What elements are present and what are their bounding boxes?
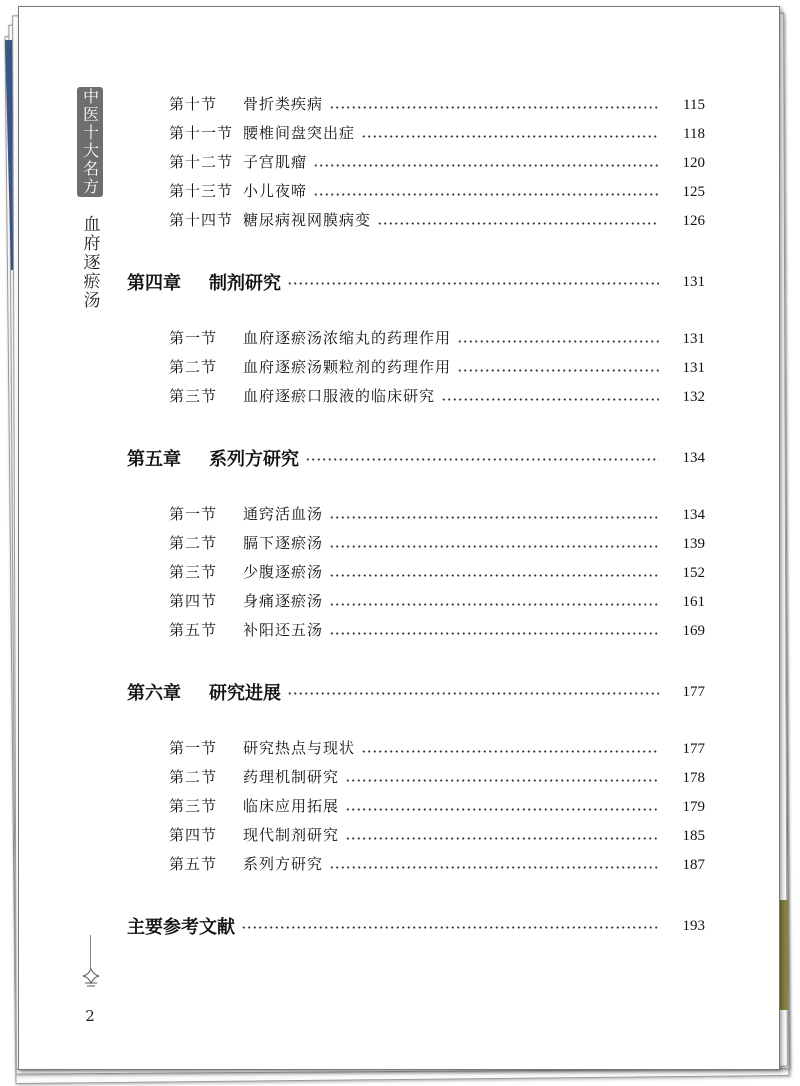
toc-entry-label	[169, 590, 323, 611]
toc-entry-number: 第四章	[127, 273, 181, 294]
toc-entry-title: 药理机制研究	[243, 768, 340, 786]
toc-page-number: 132	[682, 389, 705, 405]
toc-entry-title: 制剂研究	[209, 273, 281, 294]
toc-section-row[interactable]	[19, 209, 779, 235]
toc-page-number: 139	[682, 536, 705, 552]
toc-entry-label	[169, 532, 323, 553]
toc-entry-label	[169, 795, 339, 816]
toc-entry-label	[127, 679, 281, 705]
toc-page-number: 126	[682, 213, 705, 229]
toc-leader-dots	[329, 503, 659, 529]
ornament-line	[90, 935, 91, 969]
toc-entry-number: 第五节	[169, 621, 218, 639]
toc-section-row[interactable]	[19, 619, 779, 645]
toc-leader-dots	[287, 679, 659, 705]
toc-section-row[interactable]	[19, 151, 779, 177]
toc-entry-label	[169, 122, 355, 143]
toc-page-number: 187	[682, 857, 705, 873]
toc-leader-dots	[457, 327, 659, 353]
toc-entry-number: 第十二节	[169, 153, 234, 171]
toc-page-number: 193	[682, 918, 705, 934]
toc-entry-label	[169, 619, 323, 640]
toc-entry-label	[169, 853, 323, 874]
toc-leader-dots	[345, 795, 659, 821]
toc-entry-title: 糖尿病视网膜病变	[243, 211, 372, 229]
toc-entry-title: 小儿夜啼	[243, 182, 308, 200]
toc-leader-dots	[361, 122, 659, 148]
toc-leader-dots	[287, 269, 659, 295]
toc-entry-title: 少腹逐瘀汤	[243, 563, 324, 581]
toc-entry-title: 主要参考文献	[127, 917, 235, 938]
toc-section-row[interactable]	[19, 356, 779, 382]
toc-entry-number: 第一节	[169, 739, 218, 757]
toc-leader-dots	[361, 737, 659, 763]
toc-entry-label	[127, 269, 281, 295]
toc-leader-dots	[345, 824, 659, 850]
toc-page-number: 134	[682, 507, 705, 523]
toc-entry-label	[169, 93, 323, 114]
toc-entry-label	[169, 824, 339, 845]
toc-entry-label	[127, 913, 235, 939]
toc-leader-dots	[329, 561, 659, 587]
toc-entry-title: 骨折类疾病	[243, 95, 324, 113]
toc-section-row[interactable]	[19, 93, 779, 119]
toc-entry-label	[169, 151, 307, 172]
toc-leader-dots	[305, 445, 659, 471]
toc-page-number: 134	[682, 450, 705, 466]
toc-entry-number: 第五章	[127, 449, 181, 470]
toc-entry-label	[169, 180, 307, 201]
toc-entry-title: 身痛逐瘀汤	[243, 592, 324, 610]
toc-section-row[interactable]	[19, 590, 779, 616]
toc-entry-title: 血府逐瘀汤颗粒剂的药理作用	[243, 358, 452, 376]
toc-entry-title: 研究进展	[209, 683, 281, 704]
toc-entry-label	[169, 327, 451, 348]
toc-leader-dots	[329, 93, 659, 119]
toc-page-number: 177	[682, 741, 705, 757]
toc-entry-number: 第三节	[169, 797, 218, 815]
toc-section-row[interactable]	[19, 737, 779, 763]
toc-entry-number: 第二节	[169, 534, 218, 552]
toc-entry-label	[169, 737, 355, 758]
toc-entry-number: 第四节	[169, 592, 218, 610]
toc-entry-title: 血府逐瘀汤浓缩丸的药理作用	[243, 329, 452, 347]
toc-section-row[interactable]	[19, 795, 779, 821]
book-title-text: 血府逐瘀汤	[79, 215, 100, 310]
toc-page-number: 185	[682, 828, 705, 844]
cover-edge	[780, 900, 788, 1010]
toc-section-row[interactable]	[19, 503, 779, 529]
toc-page-number: 177	[682, 684, 705, 700]
toc-page-number: 152	[682, 565, 705, 581]
toc-entry-label	[169, 356, 451, 377]
toc-entry-label	[169, 209, 371, 230]
toc-entry-title: 补阳还五汤	[243, 621, 324, 639]
toc-section-row[interactable]	[19, 766, 779, 792]
toc-leader-dots	[329, 590, 659, 616]
toc-entry-title: 子宫肌瘤	[243, 153, 308, 171]
toc-entry-title: 膈下逐瘀汤	[243, 534, 324, 552]
toc-entry-title: 血府逐瘀口服液的临床研究	[243, 387, 436, 405]
toc-entry-label	[169, 503, 323, 524]
toc-leader-dots	[313, 180, 659, 206]
lotus-ornament-icon	[81, 967, 101, 989]
toc-entry-number: 第三节	[169, 387, 218, 405]
toc-section-row[interactable]	[19, 824, 779, 850]
toc-section-row[interactable]	[19, 180, 779, 206]
series-name: 中医十大名方	[80, 88, 100, 196]
toc-chapter-row[interactable]	[19, 445, 779, 471]
toc-entry-label	[169, 385, 435, 406]
toc-page-number: 131	[682, 331, 705, 347]
toc-entry-label	[169, 561, 323, 582]
toc-chapter-row[interactable]	[19, 913, 779, 939]
toc-leader-dots	[345, 766, 659, 792]
toc-leader-dots	[329, 853, 659, 879]
toc-entry-number: 第二节	[169, 768, 218, 786]
toc-entry-number: 第二节	[169, 358, 218, 376]
toc-entry-title: 现代制剂研究	[243, 826, 340, 844]
toc-section-row[interactable]	[19, 122, 779, 148]
toc-page-number: 178	[682, 770, 705, 786]
toc-leader-dots	[457, 356, 659, 382]
toc-page-number: 131	[682, 274, 705, 290]
toc-page-number: 161	[682, 594, 705, 610]
toc-page-number: 169	[682, 623, 705, 639]
toc-entry-number: 第一节	[169, 505, 218, 523]
toc-leader-dots	[329, 619, 659, 645]
toc-entry-title: 系列方研究	[209, 449, 299, 470]
toc-page-number: 131	[682, 360, 705, 376]
toc-section-row[interactable]	[19, 385, 779, 411]
toc-section-row[interactable]	[19, 532, 779, 558]
toc-entry-label	[127, 445, 299, 471]
toc-leader-dots	[329, 532, 659, 558]
toc-entry-title: 通窍活血汤	[243, 505, 324, 523]
toc-leader-dots	[313, 151, 659, 177]
toc-page	[18, 6, 780, 1070]
toc-chapter-row[interactable]	[19, 679, 779, 705]
toc-entry-number: 第十节	[169, 95, 218, 113]
toc-entry-label	[169, 766, 339, 787]
toc-page-number: 125	[682, 184, 705, 200]
toc-entry-title: 系列方研究	[243, 855, 324, 873]
toc-chapter-row[interactable]	[19, 269, 779, 295]
toc-page-number: 179	[682, 799, 705, 815]
toc-entry-number: 第六章	[127, 683, 181, 704]
toc-section-row[interactable]	[19, 853, 779, 879]
toc-entry-number: 第三节	[169, 563, 218, 581]
toc-leader-dots	[441, 385, 659, 411]
toc-page-number: 118	[683, 126, 705, 142]
toc-leader-dots	[241, 913, 659, 939]
toc-page-number: 115	[683, 97, 705, 113]
toc-entry-number: 第十四节	[169, 211, 234, 229]
toc-entry-number: 第四节	[169, 826, 218, 844]
toc-section-row[interactable]	[19, 327, 779, 353]
toc-entry-title: 研究热点与现状	[243, 739, 356, 757]
toc-leader-dots	[377, 209, 659, 235]
toc-entry-title: 腰椎间盘突出症	[243, 124, 356, 142]
toc-entry-number: 第一节	[169, 329, 218, 347]
page-number: 2	[85, 1007, 95, 1025]
toc-page-number: 120	[682, 155, 705, 171]
toc-entry-number: 第十一节	[169, 124, 234, 142]
toc-entry-number: 第十三节	[169, 182, 234, 200]
toc-entry-title: 临床应用拓展	[243, 797, 340, 815]
toc-section-row[interactable]	[19, 561, 779, 587]
toc-entry-number: 第五节	[169, 855, 218, 873]
